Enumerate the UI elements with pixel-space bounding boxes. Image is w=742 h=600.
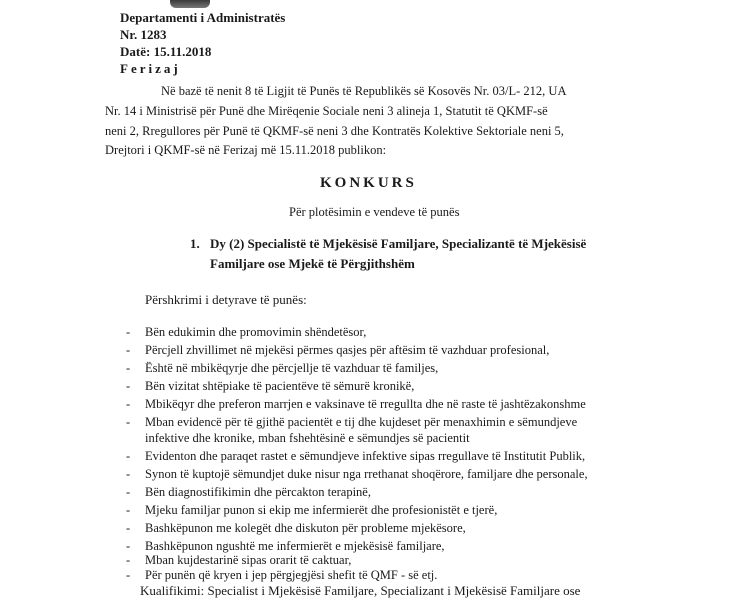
document-title: KONKURS [320, 175, 417, 191]
duty-text: Evidenton dhe paraqet rastet e sëmundjeve infektive sipas rregullave të Institutit Publik, [145, 449, 586, 463]
department-name: Departamenti i Administratës [120, 10, 286, 25]
document-date: Datë: 15.11.2018 [120, 44, 212, 59]
dash-bullet: - [126, 449, 131, 463]
duty-text: Mban kujdestarinë sipas orarit të caktuar, [145, 553, 352, 567]
position-title-line: Familjare ose Mjekë të Përgjithshëm [210, 256, 415, 271]
dash-bullet: - [126, 379, 131, 393]
intro-line: neni 2, Rregullores për Punë të QKMF-së neni 3 dhe Kontratës Kolektive Sektoriale neni 5, [105, 124, 564, 138]
duty-text: Është në mbikëqyrje dhe përcjellje të vazhduar të familjes, [145, 361, 439, 375]
intro-line: Nr. 14 i Ministrisë për Punë dhe Mirëqenie Sociale neni 3 alineja 1, Statutit të QKMF-së [105, 104, 548, 118]
qualification-text: Kualifikimi: Specialist i Mjekësisë Familjare, Specializant i Mjekësisë Familjare ose [140, 583, 581, 598]
dash-bullet: - [126, 325, 131, 339]
dash-bullet: - [126, 467, 131, 481]
duty-text: Bën edukimin dhe promovimin shëndetësor, [145, 325, 367, 339]
duty-text: Mjeku familjar punon si ekip me infermierët dhe profesionistët e tjerë, [145, 503, 498, 517]
intro-line: Në bazë të nenit 8 të Ligjit të Punës të Republikës së Kosovës Nr. 03/L- 212, UA [161, 84, 567, 98]
duties-heading: Përshkrimi i detyrave të punës: [145, 292, 307, 307]
duty-text-continuation: infektive dhe kronike, mban fshehtësinë e sëmundjes së pacientit [145, 431, 470, 445]
position-number: 1. [190, 236, 200, 251]
document-city: Ferizaj [120, 61, 181, 76]
dash-bullet: - [126, 553, 131, 567]
duty-text: Bashkëpunon me kolegët dhe diskuton për probleme mjekësore, [145, 521, 466, 535]
dash-bullet: - [126, 503, 131, 517]
duty-text: Mban evidencë për të gjithë pacientët e tij dhe kujdeset për menaxhimin e sëmundjeve [145, 415, 578, 429]
dash-bullet: - [126, 361, 131, 375]
duty-text: Bashkëpunon ngushtë me infermierët e mjekësisë familjare, [145, 539, 445, 553]
intro-line: Drejtori i QKMF-së në Ferizaj më 15.11.2018 publikon: [105, 143, 387, 157]
duty-text: Bën diagnostifikimin dhe përcakton terapinë, [145, 485, 371, 499]
dash-bullet: - [126, 397, 131, 411]
document-subtitle: Për plotësimin e vendeve të punës [289, 205, 460, 219]
dash-bullet: - [126, 485, 131, 499]
duty-text: Përcjell zhvillimet në mjekësi përmes qasjes për aftësim të vazhduar profesional, [145, 343, 550, 357]
dash-bullet: - [126, 415, 131, 429]
dash-bullet: - [126, 521, 131, 535]
dash-bullet: - [126, 568, 131, 582]
duty-text: Mbikëqyr dhe preferon marrjen e vaksinave të rregullta dhe në raste të jashtëzakonshme [145, 397, 586, 411]
position-title-line: Dy (2) Specialistë të Mjekësisë Familjare, Specializantë të Mjekësisë [210, 236, 587, 251]
dash-bullet: - [126, 539, 131, 553]
coat-of-arms-emblem [170, 0, 210, 8]
duty-text: Synon të kuptojë sëmundjet duke nisur nga rrethanat shoqërore, familjare dhe personale, [145, 467, 588, 481]
dash-bullet: - [126, 343, 131, 357]
document-number: Nr. 1283 [120, 27, 167, 42]
duty-text: Bën vizitat shtëpiake të pacientëve të sëmurë kronikë, [145, 379, 415, 393]
duty-text: Për punën që kryen i jep përgjegjësi shefit të QMF - së etj. [145, 568, 438, 582]
